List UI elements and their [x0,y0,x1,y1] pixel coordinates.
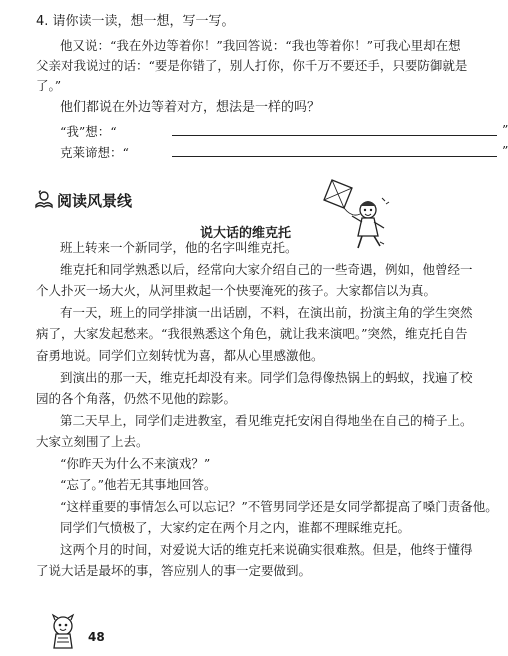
story-line: 到演出的那一天，维克托却没有来。同学们急得像热锅上的蚂蚁，找遍了校 [60,370,473,385]
story-line: 班上转来一个新同学，他的名字叫维克托。 [60,240,298,255]
exercise-paragraph-line: 了。” [36,78,62,93]
reading-book-icon [34,189,54,209]
story-line: 个人扑灭一场大火，从河里救起一个快要淹死的孩子。大家都信以为真。 [36,283,437,298]
answer-blank-line[interactable] [172,135,497,136]
closing-quote: ” [502,122,508,137]
section-title: 阅读风景线 [57,192,133,210]
story-line: “这样重要的事情怎么可以忘记？”不管男同学还是女同学都提高了嗓门责备他。 [60,499,498,514]
story-line: 第二天早上，同学们走进教室，看见维克托安闲自得地坐在自己的椅子上。 [60,413,473,428]
exercise-paragraph-line: 他又说：“我在外边等着你！”我回答说：“我也等着你！”可我心里却在想 [60,38,461,53]
answer-label: “我”想：“ [60,124,117,139]
story-line: 病了，大家发起愁来。“我很熟悉这个角色，就让我来演吧。”突然，维克托自告 [36,326,468,341]
story-line: 了说大话是最坏的事，答应别人的事一定要做到。 [36,563,312,578]
story-line: 园的各个角落，仍然不见他的踪影。 [36,391,237,406]
story-line: “忘了。”他若无其事地回答。 [60,477,217,492]
page-number: 48 [88,630,105,644]
story-line: 大家立刻围了上去。 [36,434,149,449]
story-line: 有一天，班上的同学排演一出话剧，不料，在演出前，扮演主角的学生突然 [60,305,473,320]
answer-blank-line[interactable] [172,156,497,157]
story-line: 奋勇地说。同学们立刻转忧为喜，都从心里感激他。 [36,348,324,363]
story-title: 说大话的维克托 [200,226,292,241]
closing-quote: ” [502,143,508,158]
story-line: 同学们气愤极了，大家约定在两个月之内，谁都不理睬维克托。 [60,520,411,535]
story-line: 维克托和同学熟悉以后，经常向大家介绍自己的一些奇遇，例如，他曾经一 [60,262,473,277]
cartoon-tiger-icon [48,614,78,650]
exercise-question: 他们都说在外边等着对方，想法是一样的吗？ [60,100,321,115]
story-line: “你昨天为什么不来演戏？” [60,456,211,471]
exercise-paragraph-line: 父亲对我说过的话：“要是你错了，别人打你，你千万不要还手，只要防御就是 [36,58,468,73]
story-line: 这两个月的时间，对爱说大话的维克托来说确实很难熬。但是，他终于懂得 [60,542,473,557]
exercise-title: 4. 请你读一读，想一想，写一写。 [36,14,235,29]
answer-label: 克莱谛想：“ [60,145,129,160]
